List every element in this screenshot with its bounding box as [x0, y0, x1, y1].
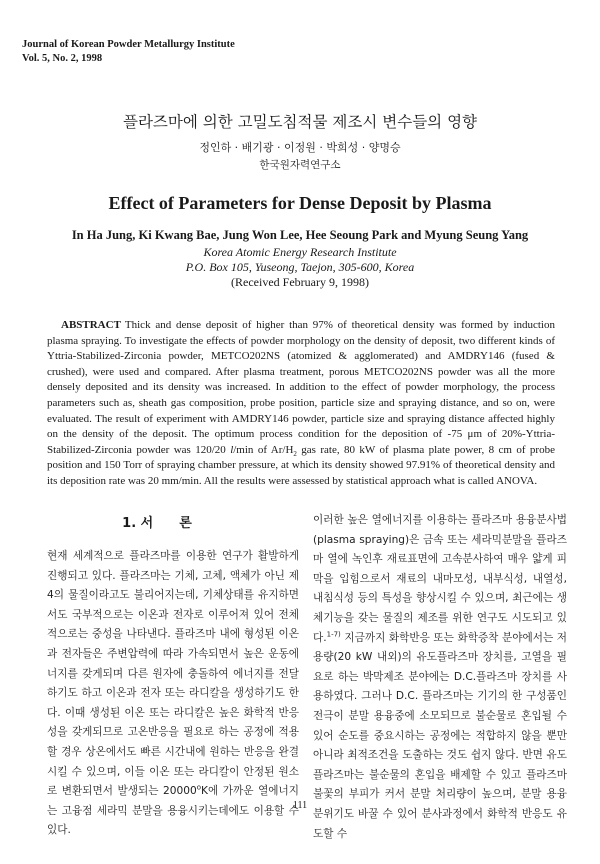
english-title: Effect of Parameters for Dense Deposit by Plasma	[108, 193, 492, 213]
citation-superscript: 1-7)	[326, 630, 341, 639]
body-left-text-a: 현재 세계적으로 플라즈마를 이용한 연구가 활발하게 진행되고 있다. 플라즈마는 기체, 고체, 액체가 아닌 제 4의 물질이라고도 불리어지는데, 기체상태를 유지하면서도 국부적으로는 이온과 전자로 이루어져 있어 전체적으로는 중성을 나타낸다. 플라즈마 내에 형성된 이온과 전자들은 주변압력에 따라 가속되면서 높은 운동에너지를 갖게되며 다른 원자에 충돌하여 에너지를 전달하기도 하고 이온과 전자 또는 라디칼을 생성하기도 한다. 이때 생성된 이온 또는 라디칼은 높은 화학적 반응성을 갖게되므로 고온반응을 필요로 하는 공정에 적용할 경우 상온에서도 빠른 시간내에 원하는 반응을 완결시킬 수 있으며, 이들 이온 또는 라디칼이 안정된 원소로 변환되면서 발생되는 20000	[47, 550, 299, 798]
korean-title: 플라즈마에 의한 고밀도침적물 제조시 변수들의 영향	[122, 113, 478, 131]
page-number: 111	[292, 800, 308, 811]
journal-volume: Vol. 5, No. 2, 1998	[22, 53, 103, 64]
affiliation-line-1: Korea Atomic Energy Research Institute	[203, 245, 397, 259]
received-date: (Received February 9, 1998)	[231, 275, 369, 289]
abstract-unit: l	[230, 443, 234, 456]
body-right-text-a: 이러한 높은 열에너지를 이용하는 플라즈마 용융분사법(plasma spraying)은 금속 또는 세라믹분말을 플라즈마 열에 녹인후 재료표면에 고속분사하여 매우 얇게 피막을 입힘으로서 재료의 내마모성, 내부식성, 내열성, 내침식성 등의 특성을 향상시킬 수 있으며, 최근에는 생체기능을 갖는 물질의 제조를 위한 연구도 시도되고 있다.	[313, 514, 567, 644]
body-left-superscript: o	[196, 783, 202, 792]
korean-institute: 한국원자력연구소	[259, 159, 341, 171]
body-left-text-b: K에 가까운 열에너지는 고융점 세라믹 분말을 용융시키는데에도 이용할 수 있다.	[47, 785, 299, 837]
abstract	[47, 318, 555, 490]
abstract-text-b: /min of Ar/H	[233, 443, 294, 456]
abstract-text-a: Thick and dense deposit of higher than 97% of theoretical density was formed by induction plasma spraying. To investigate the effects of powder morphology on the density of deposit, two different kinds of Yttria-Stabilized-Zirconia powder, METCO202NS (atomized & agglomerated) and AMDRY146 (fused & crushed), were used and compared. After plasma treatment, porous METCO202NS powder was all the more densely deposited and its density was increased. In addition to the effect of powder morphology, the process parameters such as, sheath gas composition, probe position, particle size and spraying distance, and so on, were evaluated. The result of experiment with AMDRY146 powder, particle size and spraying distance affected highly on the density of the deposit. The optimum process condition for the deposition of -75 μm of 20%-Yttria-Stabilized-Zirconia powder was 120/20	[47, 319, 555, 456]
english-authors: In Ha Jung, Ki Kwang Bae, Jung Won Lee, Hee Seoung Park and Myung Seung Yang	[71, 228, 529, 242]
abstract-text-c: gas rate, 80 kW of plasma plate power, 8 cm of probe position and 150 Torr of spraying chamber pressure, at which its density showed 97.91% of theoretical density and its deposition rate was 20 mm/min. All the results were assessed by statistical approach what is called ANOVA.	[47, 443, 555, 487]
body-right-text-b: 지금까지 화학반응 또는 화학증착 분야에서는 저용량(20 kW 내외)의 유도플라즈마 장치를, 고열을 필요로 하는 박막제조 분야에는 D.C.플라즈마 장치를 사용하였다. 그러나 D.C. 플라즈마는 기기의 한 구성품인 전극이 분말 용융중에 소모되므로 불순물로 혼입될 수 있어 순도를 중요시하는 공정에는 적합하지 않을 뿐만 아니라 최적조건을 도출하는 것도 쉽지 않다. 반면 유도플라즈마는 불순물의 혼입을 배제할 수 있고 플라즈마 불꽃의 부피가 커서 분말 처리량이 높으며, 분말 용융 분위기도 바꿀 수 있어 분사과정에서 화학적 반응도 유도할 수	[313, 631, 567, 840]
body-column-right	[313, 511, 567, 844]
section-heading-introduction: 1. 서 론	[122, 516, 192, 531]
abstract-label: ABSTRACT	[61, 319, 121, 331]
journal-header	[22, 38, 235, 66]
affiliation-line-2: P.O. Box 105, Yuseong, Taejon, 305-600, Korea	[185, 260, 415, 274]
korean-authors: 정인하 · 배기광 · 이정원 · 박희성 · 양명승	[199, 141, 401, 154]
abstract-subscript: 2	[293, 449, 297, 458]
journal-name: Journal of Korean Powder Metallurgy Institute	[22, 39, 235, 50]
body-column-left	[47, 547, 299, 841]
